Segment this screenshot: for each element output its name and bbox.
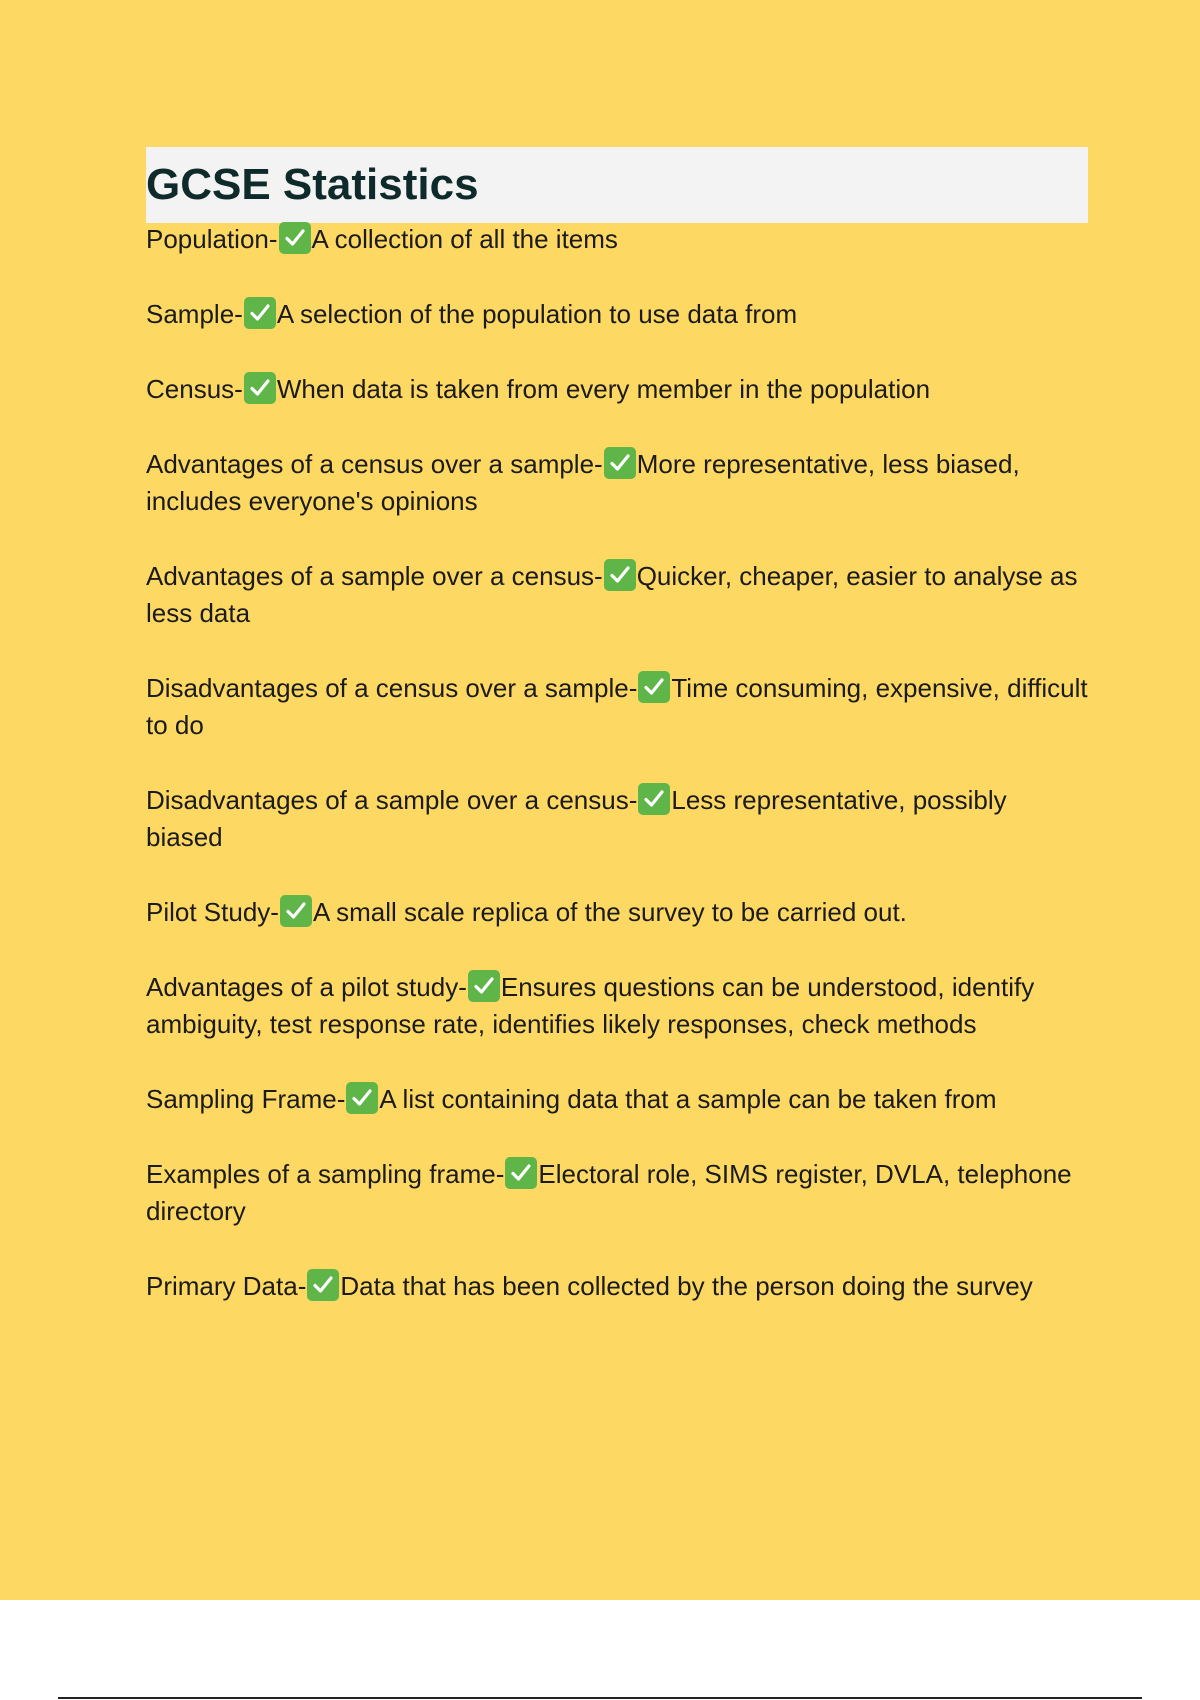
entry-term: Advantages of a census over a sample-	[146, 449, 603, 479]
entry-definition: More representative, less biased, includes everyone's opinions	[146, 449, 1020, 516]
entry-definition: Data that has been collected by the person doing the survey	[340, 1271, 1033, 1301]
entry-census-disadvantages	[146, 670, 1088, 744]
entry-sample-disadvantages	[146, 782, 1088, 856]
entry-census	[146, 371, 1088, 408]
entry-sampling-frame-examples	[146, 1156, 1088, 1230]
entry-term: Examples of a sampling frame-	[146, 1159, 505, 1189]
checkmark-icon	[604, 559, 636, 591]
checkmark-icon	[244, 372, 276, 404]
entry-sampling-frame	[146, 1081, 1088, 1118]
entry-term: Advantages of a sample over a census-	[146, 561, 603, 591]
entry-population	[146, 221, 1088, 258]
entry-definition: A selection of the population to use data from	[276, 299, 798, 329]
entry-sample	[146, 296, 1088, 333]
page-title: GCSE Statistics	[146, 160, 479, 209]
checkmark-icon	[468, 970, 500, 1002]
entry-census-advantages	[146, 446, 1088, 520]
entry-sample-advantages	[146, 558, 1088, 632]
entry-term: Primary Data-	[146, 1271, 307, 1301]
footer-divider	[58, 1697, 1142, 1699]
entry-pilot-advantages	[146, 969, 1088, 1043]
checkmark-icon	[604, 447, 636, 479]
checkmark-icon	[244, 297, 276, 329]
entry-term: Disadvantages of a census over a sample-	[146, 673, 638, 703]
entry-primary-data	[146, 1268, 1088, 1305]
title-bar	[146, 147, 1088, 223]
entry-definition: A small scale replica of the survey to be carried out.	[312, 897, 907, 927]
entry-pilot-study	[146, 894, 1088, 931]
checkmark-icon	[346, 1082, 378, 1114]
entry-definition: Electoral role, SIMS register, DVLA, telephone directory	[146, 1159, 1072, 1226]
checkmark-icon	[638, 671, 670, 703]
entry-term: Disadvantages of a sample over a census-	[146, 785, 638, 815]
checkmark-icon	[280, 895, 312, 927]
entry-definition: Quicker, cheaper, easier to analyse as less data	[146, 561, 1078, 628]
checkmark-icon	[307, 1269, 339, 1301]
entry-definition: Time consuming, expensive, difficult to do	[146, 673, 1088, 740]
entry-term: Sample-	[146, 299, 243, 329]
checkmark-icon	[279, 222, 311, 254]
entry-term: Pilot Study-	[146, 897, 279, 927]
content-area	[146, 147, 1088, 1343]
checkmark-icon	[638, 783, 670, 815]
entry-term: Sampling Frame-	[146, 1084, 346, 1114]
entry-definition: Less representative, possibly biased	[146, 785, 1007, 852]
entry-definition: When data is taken from every member in the population	[276, 374, 931, 404]
entry-definition: A list containing data that a sample can be taken from	[379, 1084, 997, 1114]
entry-term: Population-	[146, 224, 278, 254]
entry-definition: A collection of all the items	[311, 224, 618, 254]
checkmark-icon	[505, 1157, 537, 1189]
entry-term: Advantages of a pilot study-	[146, 972, 467, 1002]
entry-term: Census-	[146, 374, 243, 404]
entry-definition: Ensures questions can be understood, identify ambiguity, test response rate, identifies likely responses, check methods	[146, 972, 1035, 1039]
